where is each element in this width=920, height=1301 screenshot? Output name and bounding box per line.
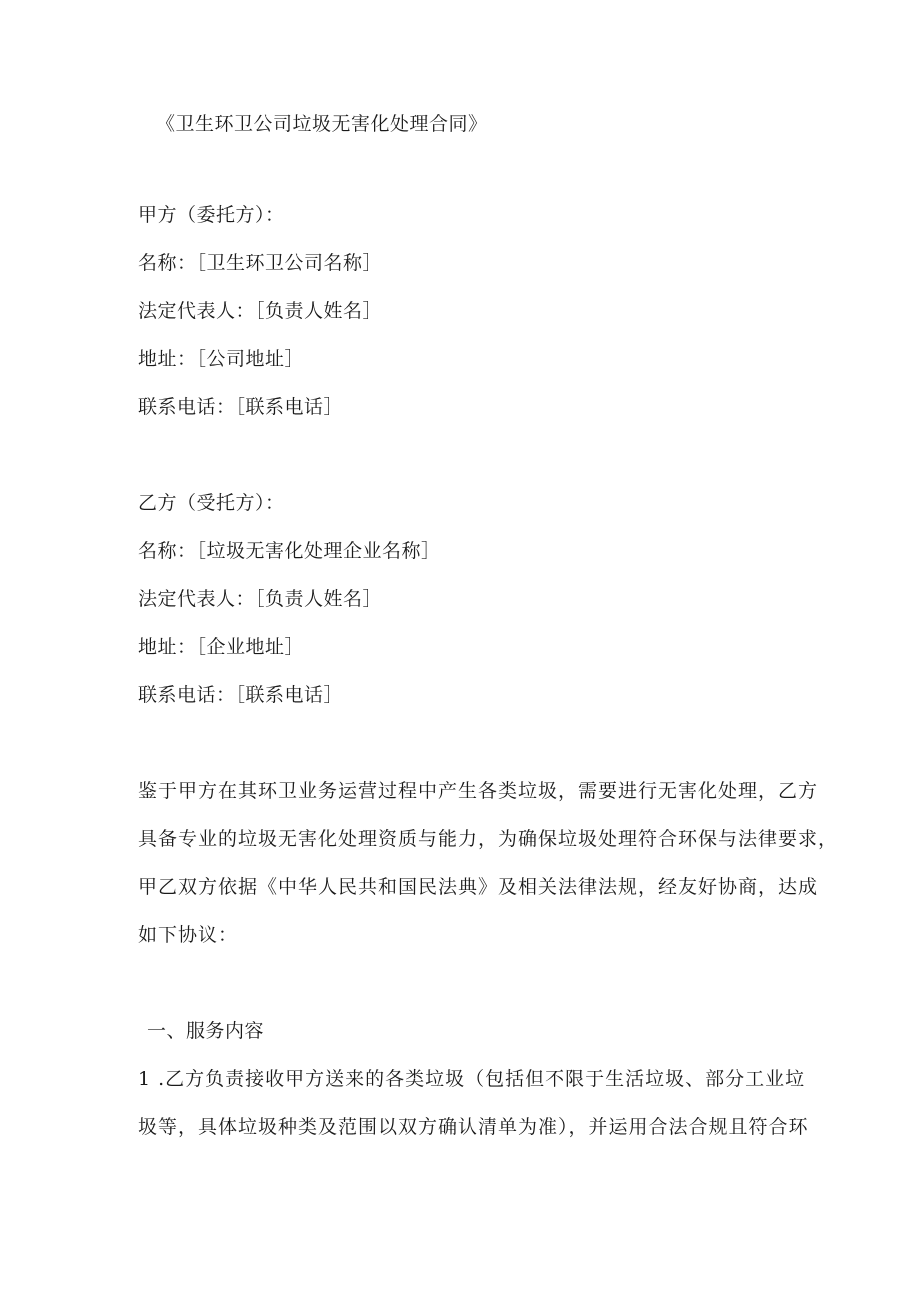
clause-line: 圾等，具体垃圾种类及范围以双方确认清单为准），并运用合法合规且符合环 (138, 1116, 809, 1138)
party-b-phone: 联系电话：［联系电话］ (138, 684, 344, 706)
preamble-line: 甲乙双方依据《中华人民共和国民法典》及相关法律法规，经友好协商，达成 (138, 876, 819, 898)
party-b-name: 名称：［垃圾无害化处理企业名称］ (138, 540, 441, 562)
party-a-representative: 法定代表人：［负责人姓名］ (138, 300, 383, 322)
clause-line: 1 .乙方负责接收甲方送来的各类垃圾（包括但不限于生活垃圾、部分工业垃 (138, 1068, 806, 1090)
party-a-name: 名称：［卫生环卫公司名称］ (138, 252, 383, 274)
party-b-address: 地址：［企业地址］ (138, 636, 305, 658)
document-title: 《卫生环卫公司垃圾无害化处理合同》 (156, 113, 488, 135)
party-a-phone: 联系电话：［联系电话］ (138, 396, 344, 418)
preamble-line: 如下协议： (138, 924, 239, 946)
party-b-representative: 法定代表人：［负责人姓名］ (138, 588, 383, 610)
section-heading: 一、服务内容 (147, 1020, 265, 1042)
preamble-line: 具备专业的垃圾无害化处理资质与能力，为确保垃圾处理符合环保与法律要求， (138, 828, 839, 850)
party-b-heading: 乙方（受托方）： (138, 492, 285, 514)
party-a-address: 地址：［公司地址］ (138, 348, 305, 370)
party-a-heading: 甲方（委托方）： (138, 204, 285, 226)
preamble-line: 鉴于甲方在其环卫业务运营过程中产生各类垃圾，需要进行无害化处理，乙方 (138, 780, 819, 802)
